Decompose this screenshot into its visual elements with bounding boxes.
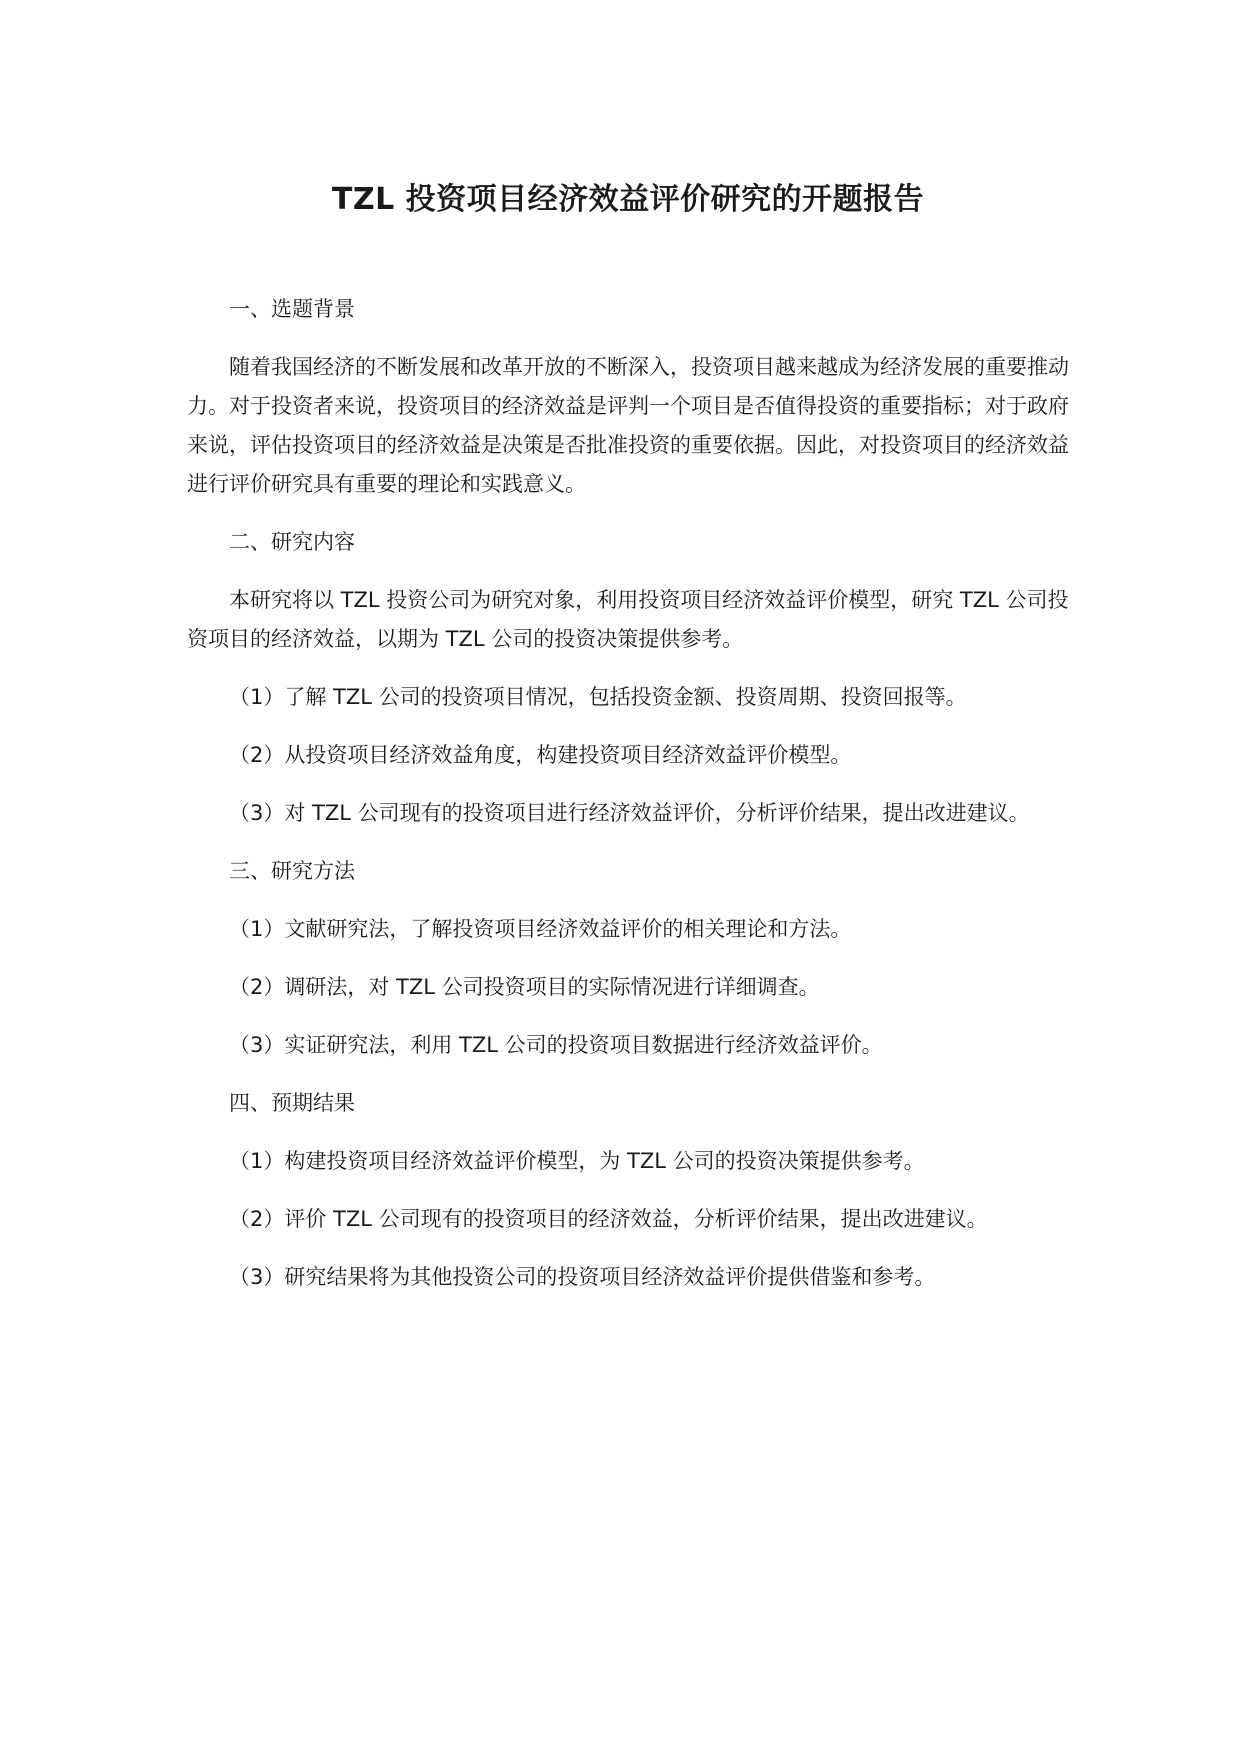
method-item-1: （1）文献研究法，了解投资项目经济效益评价的相关理论和方法。 — [229, 917, 852, 941]
method-item-2: （2）调研法，对 TZL 公司投资项目的实际情况进行详细调查。 — [229, 975, 820, 999]
result-item-3: （3）研究结果将为其他投资公司的投资项目经济效益评价提供借鉴和参考。 — [229, 1265, 936, 1289]
section-heading-content: 二、研究内容 — [229, 530, 355, 554]
method-item-3: （3）实证研究法，利用 TZL 公司的投资项目数据进行经济效益评价。 — [229, 1033, 883, 1057]
result-item-1: （1）构建投资项目经济效益评价模型，为 TZL 公司的投资决策提供参考。 — [229, 1149, 925, 1173]
background-paragraph: 随着我国经济的不断发展和改革开放的不断深入，投资项目越来越成为经济发展的重要推动力。对于投资者来说，投资项目的经济效益是评判一个项目是否值得投资的重要指标；对于政府来说，评估投资项目的经济效益是决策是否批准投资的重要依据。因此，对投资项目的经济效益进行评价研究具有重要的理论和实践意义。 — [187, 355, 1069, 496]
content-item-2: （2）从投资项目经济效益角度，构建投资项目经济效益评价模型。 — [229, 743, 852, 767]
section-heading-methods: 三、研究方法 — [229, 859, 355, 883]
content-paragraph: 本研究将以 TZL 投资公司为研究对象，利用投资项目经济效益评价模型，研究 TZL 公司投资项目的经济效益，以期为 TZL 公司的投资决策提供参考。 — [187, 588, 1069, 651]
result-item-2: （2）评价 TZL 公司现有的投资项目的经济效益，分析评价结果，提出改进建议。 — [229, 1207, 988, 1231]
section-heading-background: 一、选题背景 — [229, 297, 355, 321]
content-item-3: （3）对 TZL 公司现有的投资项目进行经济效益评价，分析评价结果，提出改进建议。 — [229, 801, 1030, 825]
document-title: TZL 投资项目经济效益评价研究的开题报告 — [331, 182, 925, 217]
content-item-1: （1）了解 TZL 公司的投资项目情况，包括投资金额、投资周期、投资回报等。 — [229, 685, 967, 709]
section-heading-results: 四、预期结果 — [229, 1091, 355, 1115]
